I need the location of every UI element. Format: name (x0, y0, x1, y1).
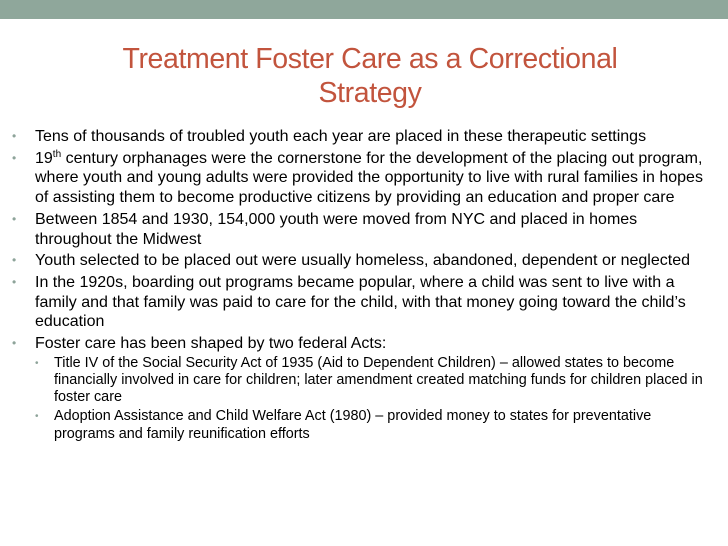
title-line-1: Treatment Foster Care as a Correctional (122, 43, 618, 75)
bullet-item-4 (10, 251, 710, 271)
bullet-item-1 (10, 127, 710, 147)
bullet-text: Between 1854 and 1930, 154,000 youth were moved from NYC and placed in homes throughout the Midwest (35, 210, 638, 248)
sub-bullet-item-2 (28, 408, 710, 443)
bullet-item-6 (10, 334, 710, 443)
bullet-list (10, 127, 710, 445)
bullet-superscript: th (52, 148, 62, 160)
slide-title (60, 42, 680, 110)
top-accent-bar (0, 0, 728, 19)
title-line-2: Strategy (318, 77, 422, 109)
sub-bullet-text: Title IV of the Social Security Act of 1935 (Aid to Dependent Children) – allowed states to become financially involved in care for children; later amendment created matching funds for children placed in foster care (54, 354, 703, 406)
bullet-item-3 (10, 210, 710, 250)
sub-bullet-list (28, 355, 710, 443)
bullet-text: Youth selected to be placed out were usually homeless, abandoned, dependent or neglected (35, 252, 690, 270)
bullet-text: In the 1920s, boarding out programs became popular, where a child was sent to live with a family and that family was paid to care for the child, with that money going toward the child’s education (35, 273, 686, 331)
bullet-item-5 (10, 273, 710, 332)
bullet-text: Tens of thousands of troubled youth each year are placed in these therapeutic settings (35, 128, 647, 145)
bullet-text: century orphanages were the cornerstone for the development of the placing out program, where youth and young adults were provided the opportunity to live with rural families in hopes of assisting them to become productive citizens by providing an education and proper care (35, 149, 703, 207)
bullet-item-2 (10, 149, 710, 208)
sub-bullet-text: Adoption Assistance and Child Welfare Act (1980) – provided money to states for preventative programs and family reunification efforts (54, 408, 652, 442)
bullet-number: 19 (35, 149, 53, 167)
bullet-text: Foster care has been shaped by two federal Acts: (35, 334, 387, 352)
sub-bullet-item-1 (28, 355, 710, 407)
